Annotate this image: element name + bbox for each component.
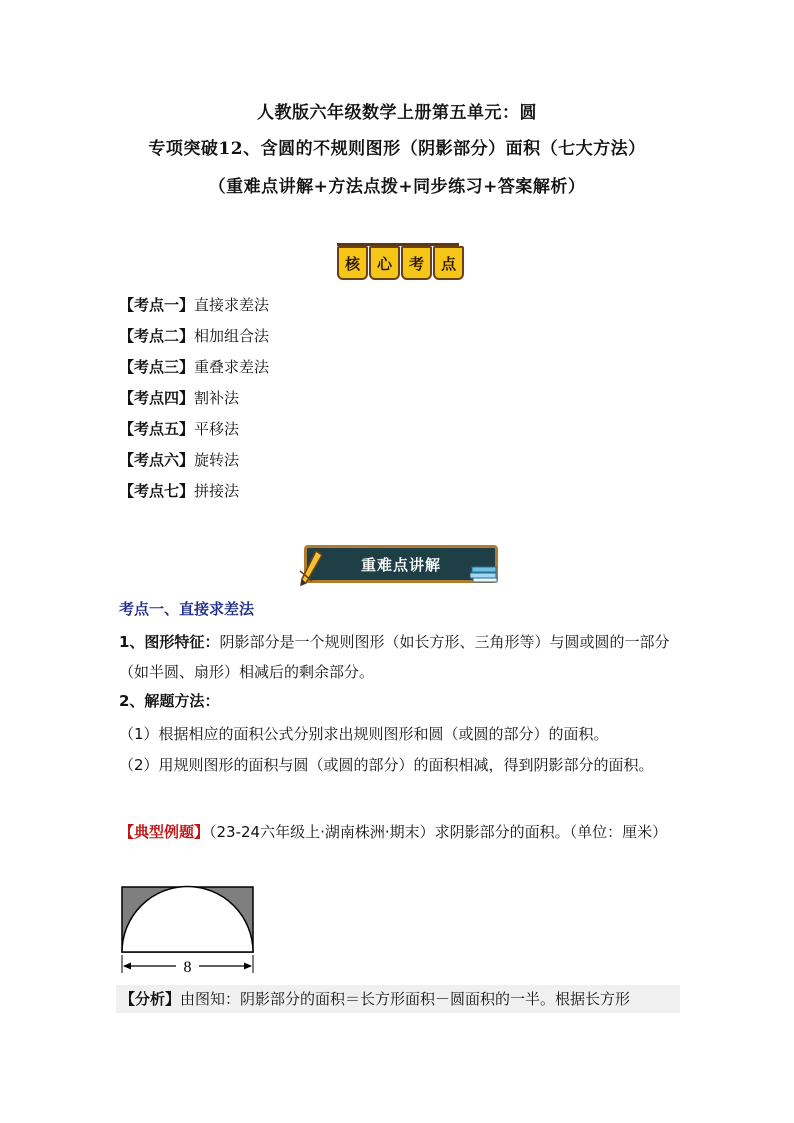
kaodian-text: 拼接法 (194, 482, 240, 500)
method-step-1: （1）根据相应的面积公式分别求出规则图形和圆（或圆的部分）的面积。 (119, 725, 609, 743)
analysis-text: 由图知：阴影部分的面积＝长方形面积－圆面积的一半。根据长方形 (180, 990, 631, 1008)
kaodian-tag: 【考点七】 (119, 482, 195, 500)
core-points-badge (333, 238, 463, 284)
list-item (119, 325, 269, 356)
example-problem (119, 817, 679, 847)
badge-char: 考 (401, 246, 432, 280)
kaodian-tag: 【考点二】 (119, 327, 195, 345)
example-tag: 【典型例题】 (119, 823, 210, 841)
list-item (119, 294, 269, 325)
feature-label: 1、图形特征： (119, 633, 220, 651)
method-step-2: （2）用规则图形的面积与圆（或圆的部分）的面积相减，得到阴影部分的面积。 (119, 756, 654, 774)
method-label: 2、解题方法： (119, 692, 220, 710)
method-heading (119, 686, 679, 716)
kaodian-text: 重叠求差法 (194, 358, 270, 376)
feature-paragraph (119, 627, 679, 687)
arrow-right-icon (244, 963, 252, 970)
kaodian-text: 割补法 (194, 389, 240, 407)
feature-text: 阴影部分是一个规则图形（如长方形、三角形等）与圆或圆的一部分（如半圆、扇形）相减后的剩余部分。 (119, 633, 670, 681)
kaodian-list (119, 294, 269, 511)
kaodian-tag: 【考点四】 (119, 389, 195, 407)
list-item (119, 480, 269, 511)
key-difficulty-banner (298, 543, 498, 587)
kaodian-text: 平移法 (194, 420, 240, 438)
banner-board: 重难点讲解 (304, 545, 498, 583)
analysis-box (116, 985, 680, 1013)
books-icon (470, 565, 498, 583)
badge-char: 心 (369, 246, 400, 280)
kaodian-text: 直接求差法 (194, 296, 270, 314)
kaodian-tag: 【考点六】 (119, 451, 195, 469)
doc-subtitle-note: （重难点讲解+方法点拨+同步练习+答案解析） (208, 177, 586, 197)
kaodian-text: 旋转法 (194, 451, 240, 469)
example-text: （23-24六年级上·湖南株洲·期末）求阴影部分的面积。（单位：厘米） (209, 823, 668, 841)
kaodian-tag: 【考点五】 (119, 420, 195, 438)
list-item (119, 449, 269, 480)
doc-title: 人教版六年级数学上册第五单元：圆 (257, 103, 537, 123)
kaodian-text: 相加组合法 (194, 327, 270, 345)
list-item (119, 356, 269, 387)
analysis-tag: 【分析】 (120, 990, 181, 1008)
kaodian-tag: 【考点三】 (119, 358, 195, 376)
list-item (119, 418, 269, 449)
arrow-left-icon (123, 963, 131, 970)
pencil-icon (298, 549, 324, 589)
semicircle-in-rectangle-figure (119, 884, 259, 976)
badge-char: 核 (337, 246, 368, 280)
dimension-label: 8 (183, 959, 192, 976)
kaodian-tag: 【考点一】 (119, 296, 195, 314)
list-item (119, 387, 269, 418)
section-heading: 考点一、直接求差法 (119, 600, 255, 618)
badge-char: 点 (433, 246, 464, 280)
doc-subtitle: 专项突破12、含圆的不规则图形（阴影部分）面积（七大方法） (148, 139, 646, 159)
